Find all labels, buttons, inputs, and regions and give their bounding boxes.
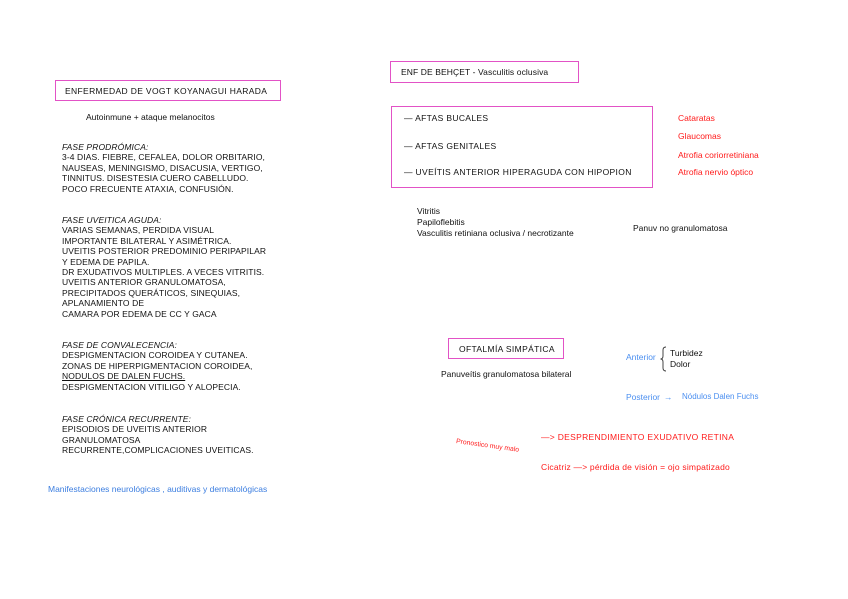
vkh-title: ENFERMEDAD DE VOGT KOYANAGUI HARADA	[65, 85, 268, 96]
phase-line: NAUSEAS, MENINGISMO, DISACUSIA, VERTIGO,	[62, 162, 263, 173]
behcet-sign: — AFTAS GENITALES	[404, 141, 497, 151]
vkh-extraocular-note: Manifestaciones neurológicas , auditivas y dermatológicas	[48, 484, 268, 494]
behcet-complication: Cataratas	[678, 113, 715, 123]
posterior-finding: Vasculitis retiniana oclusiva / necrotizante	[417, 228, 574, 238]
posterior-label: Posterior	[626, 392, 661, 402]
behcet-sign: — AFTAS BUCALES	[404, 113, 489, 123]
behcet-signs-box	[391, 106, 653, 188]
phase-heading: FASE CRÓNICA RECURRENTE:	[62, 414, 191, 424]
phase-line: GRANULOMATOSA	[62, 434, 141, 445]
anterior-item: Dolor	[670, 359, 691, 369]
phase-convalescence	[62, 340, 252, 392]
phase-line: Y EDEMA DE PAPILA.	[62, 256, 150, 267]
phase-line: UVEITIS POSTERIOR PREDOMINIO PERIPAPILAR	[62, 246, 267, 257]
phase-line: 3-4 DIAS. FIEBRE, CEFALEA, DOLOR ORBITARIO,	[62, 152, 265, 163]
phase-line: APLANAMIENTO DE	[62, 298, 145, 309]
phase-line-underlined: NODULOS DE DALEN FUCHS.	[62, 371, 186, 382]
phase-line: CAMARA POR EDEMA DE CC Y GACA	[62, 308, 217, 319]
prognosis-note: Pronostico muy malo	[455, 438, 520, 454]
phase-line: EPISODIOS DE UVEITIS ANTERIOR	[62, 424, 208, 435]
anterior-item: Turbidez	[670, 348, 703, 358]
phase-line: DESPIGMENTACION COROIDEA Y CUTANEA.	[62, 350, 248, 361]
behcet-classification: Panuv no granulomatosa	[633, 223, 728, 233]
outcome-scar: Cicatriz —> pérdida de visión = ojo simpatizado	[541, 462, 730, 472]
behcet-posterior-findings	[417, 206, 574, 239]
phase-chronic-recurrent	[62, 414, 254, 456]
phase-heading: FASE UVEITICA AGUDA:	[62, 215, 162, 225]
sympathetic-description: Panuveítis granulomatosa bilateral	[441, 369, 572, 379]
phase-line: TINNITUS. DISESTESIA CUERO CABELLUDO.	[62, 173, 249, 184]
behcet-sign: — UVEÍTIS ANTERIOR HIPERAGUDA CON HIPOPION	[404, 167, 632, 177]
phase-line: PRECIPITADOS QUERÁTICOS, SINEQUIAS,	[62, 287, 241, 298]
vkh-title-box	[55, 80, 281, 101]
phase-line: ZONAS DE HIPERPIGMENTACION COROIDEA,	[62, 360, 253, 371]
phase-heading: FASE DE CONVALECENCIA:	[62, 340, 177, 350]
behcet-complication: Glaucomas	[678, 131, 721, 141]
vkh-subtitle: Autoinmune + ataque melanocitos	[86, 112, 215, 122]
posterior-finding: Papiloflebitis	[417, 217, 465, 227]
behcet-title-box	[390, 61, 579, 83]
sympathetic-title-box	[448, 338, 564, 359]
phase-line: IMPORTANTE BILATERAL Y ASIMÉTRICA.	[62, 235, 232, 246]
phase-line: DESPIGMENTACION VITILIGO Y ALOPECIA.	[62, 381, 241, 392]
phase-line: DR EXUDATIVOS MULTIPLES. A VECES VITRITIS.	[62, 266, 265, 277]
sympathetic-title: OFTALMÍA SIMPÁTICA	[459, 343, 555, 354]
posterior-finding: Vitritis	[417, 206, 440, 216]
outcome-detachment: —> DESPRENDIMIENTO EXUDATIVO RETINA	[541, 432, 735, 442]
phase-acute-uveitic	[62, 215, 266, 319]
phase-line: POCO FRECUENTE ATAXIA, CONFUSIÓN.	[62, 183, 234, 194]
brace-icon	[659, 346, 669, 372]
behcet-complication: Atrofia coriorretiniana	[678, 150, 759, 160]
behcet-title: ENF DE BEHÇET - Vasculitis oclusiva	[401, 67, 549, 77]
posterior-item: Nódulos Dalen Fuchs	[682, 392, 759, 401]
anterior-label: Anterior	[626, 352, 656, 362]
phase-line: UVEITIS ANTERIOR GRANULOMATOSA,	[62, 277, 226, 288]
phase-heading: FASE PRODRÓMICA:	[62, 142, 149, 152]
phase-prodromal	[62, 142, 265, 194]
arrow-right-icon: →	[664, 392, 673, 402]
behcet-complication: Atrofia nervio óptico	[678, 167, 754, 177]
phase-line: RECURRENTE,COMPLICACIONES UVEITICAS.	[62, 445, 254, 456]
phase-line: VARIAS SEMANAS, PERDIDA VISUAL	[62, 225, 215, 236]
